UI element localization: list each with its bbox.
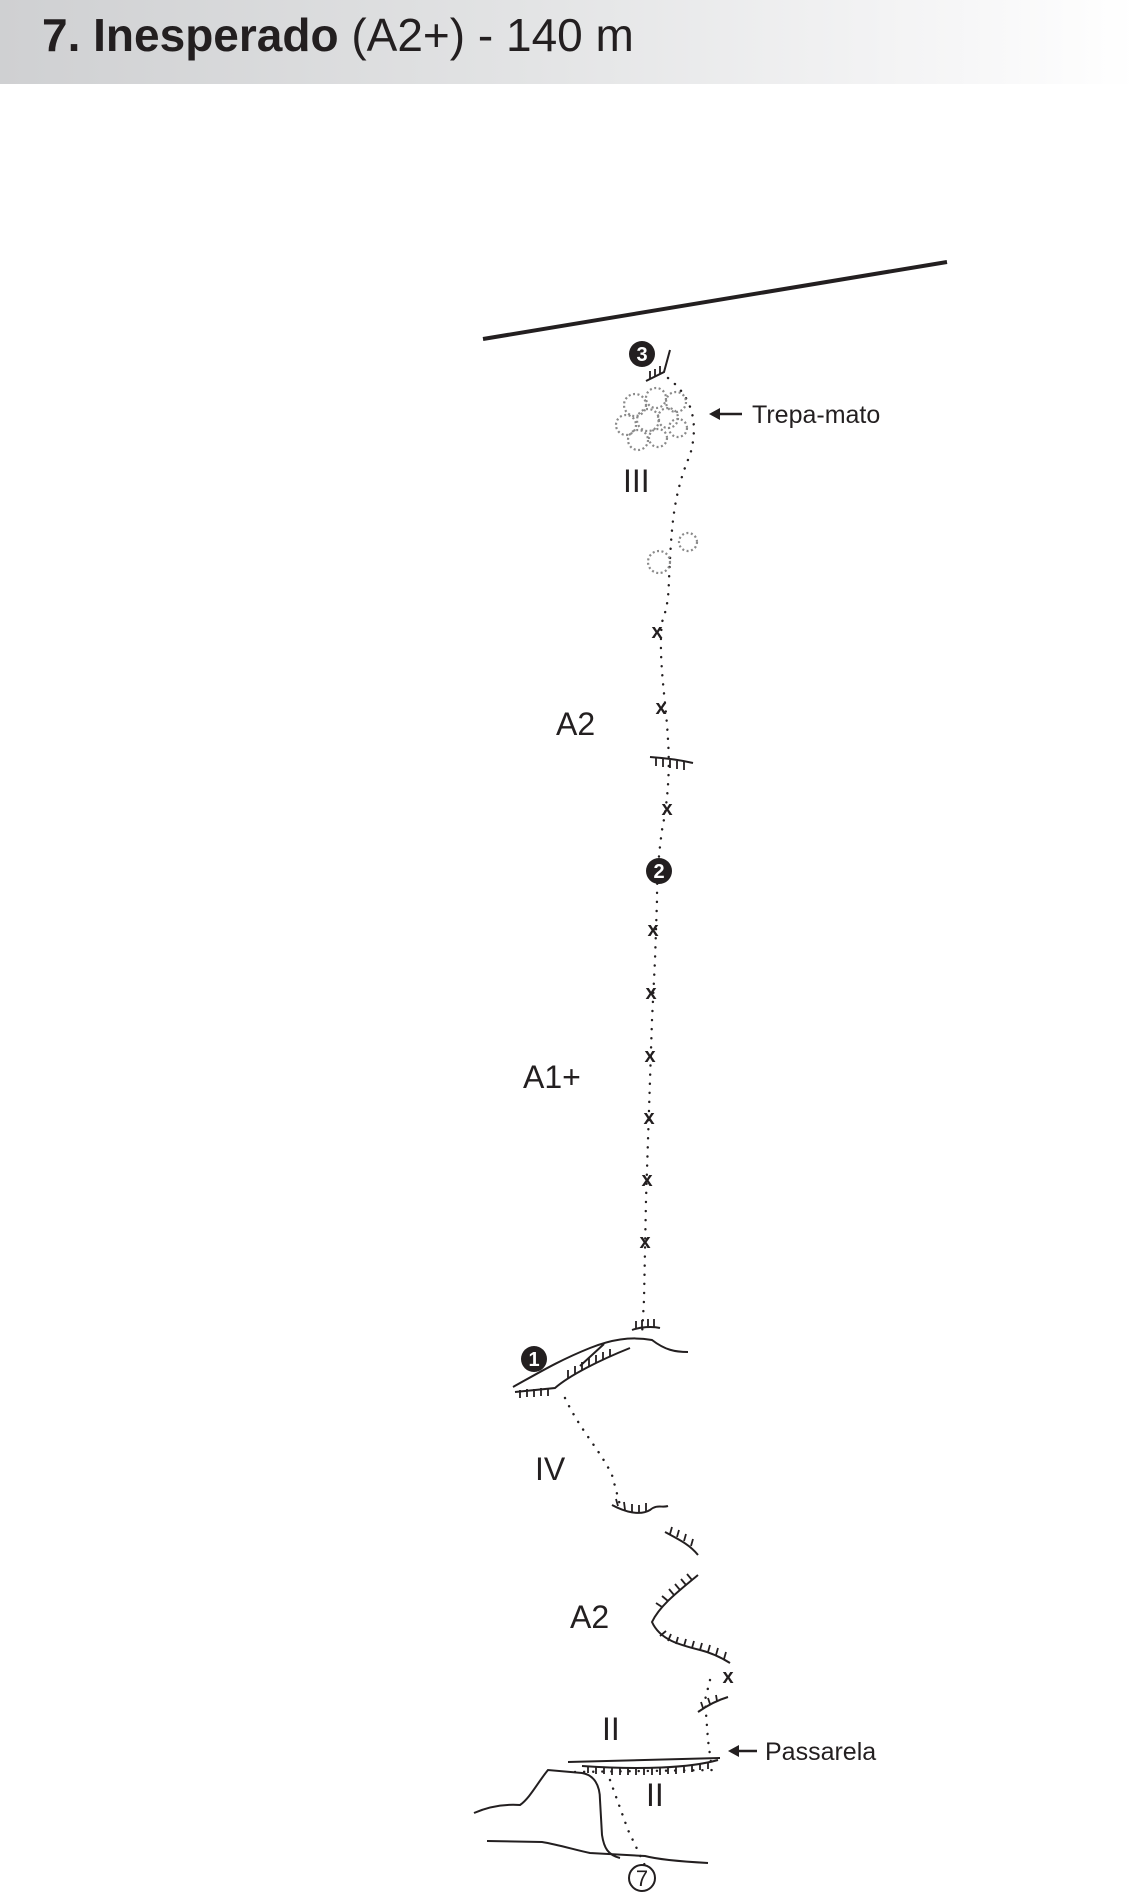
passarela-label: Passarela [765, 1738, 877, 1766]
bush-cluster-top [616, 388, 687, 450]
route-name: 7. Inesperado [42, 9, 339, 61]
bolt: x [639, 1231, 651, 1253]
grade-label-a2-lower: A2 [570, 1599, 610, 1635]
bolt: x [722, 1666, 734, 1688]
belay-3 [629, 341, 655, 367]
svg-text:2: 2 [653, 861, 665, 883]
bolt: x [645, 982, 657, 1004]
grade-label-iii: III [623, 463, 650, 499]
bolt: x [644, 1045, 656, 1067]
grade-label-ii-lower: II [646, 1777, 664, 1813]
bolt: x [643, 1107, 655, 1129]
bolts [639, 621, 733, 1688]
route-line-upper [642, 378, 694, 1335]
bolt: x [641, 1169, 653, 1191]
bolt: x [661, 798, 673, 820]
route-line-passarela [575, 1680, 715, 1872]
start-marker-7 [629, 1865, 655, 1891]
route-grade-length: (A2+) - 140 m [338, 9, 634, 61]
passarela-ledge [568, 1758, 720, 1775]
lower-roofs [612, 1499, 730, 1712]
belay-1 [521, 1346, 547, 1372]
bolt: x [651, 621, 663, 643]
grade-label-a2-upper: A2 [556, 706, 596, 742]
route-line-lower [565, 1398, 620, 1505]
summit-line [483, 262, 947, 339]
grade-label-iv: IV [535, 1451, 566, 1487]
svg-text:3: 3 [636, 344, 648, 366]
bolt: x [655, 697, 667, 719]
trepa-mato-arrow [709, 408, 742, 420]
belay-2 [646, 858, 672, 884]
passarela-arrow [728, 1745, 757, 1757]
trepa-mato-label: Trepa-mato [752, 401, 881, 429]
base-rocks [474, 1770, 708, 1863]
grade-label-ii-upper: II [602, 1711, 620, 1747]
bush-cluster-middle [648, 533, 697, 573]
svg-text:1: 1 [528, 1349, 540, 1371]
grade-label-a1-plus: A1+ [523, 1059, 581, 1095]
svg-text:7: 7 [635, 1866, 649, 1891]
bolt: x [647, 919, 659, 941]
